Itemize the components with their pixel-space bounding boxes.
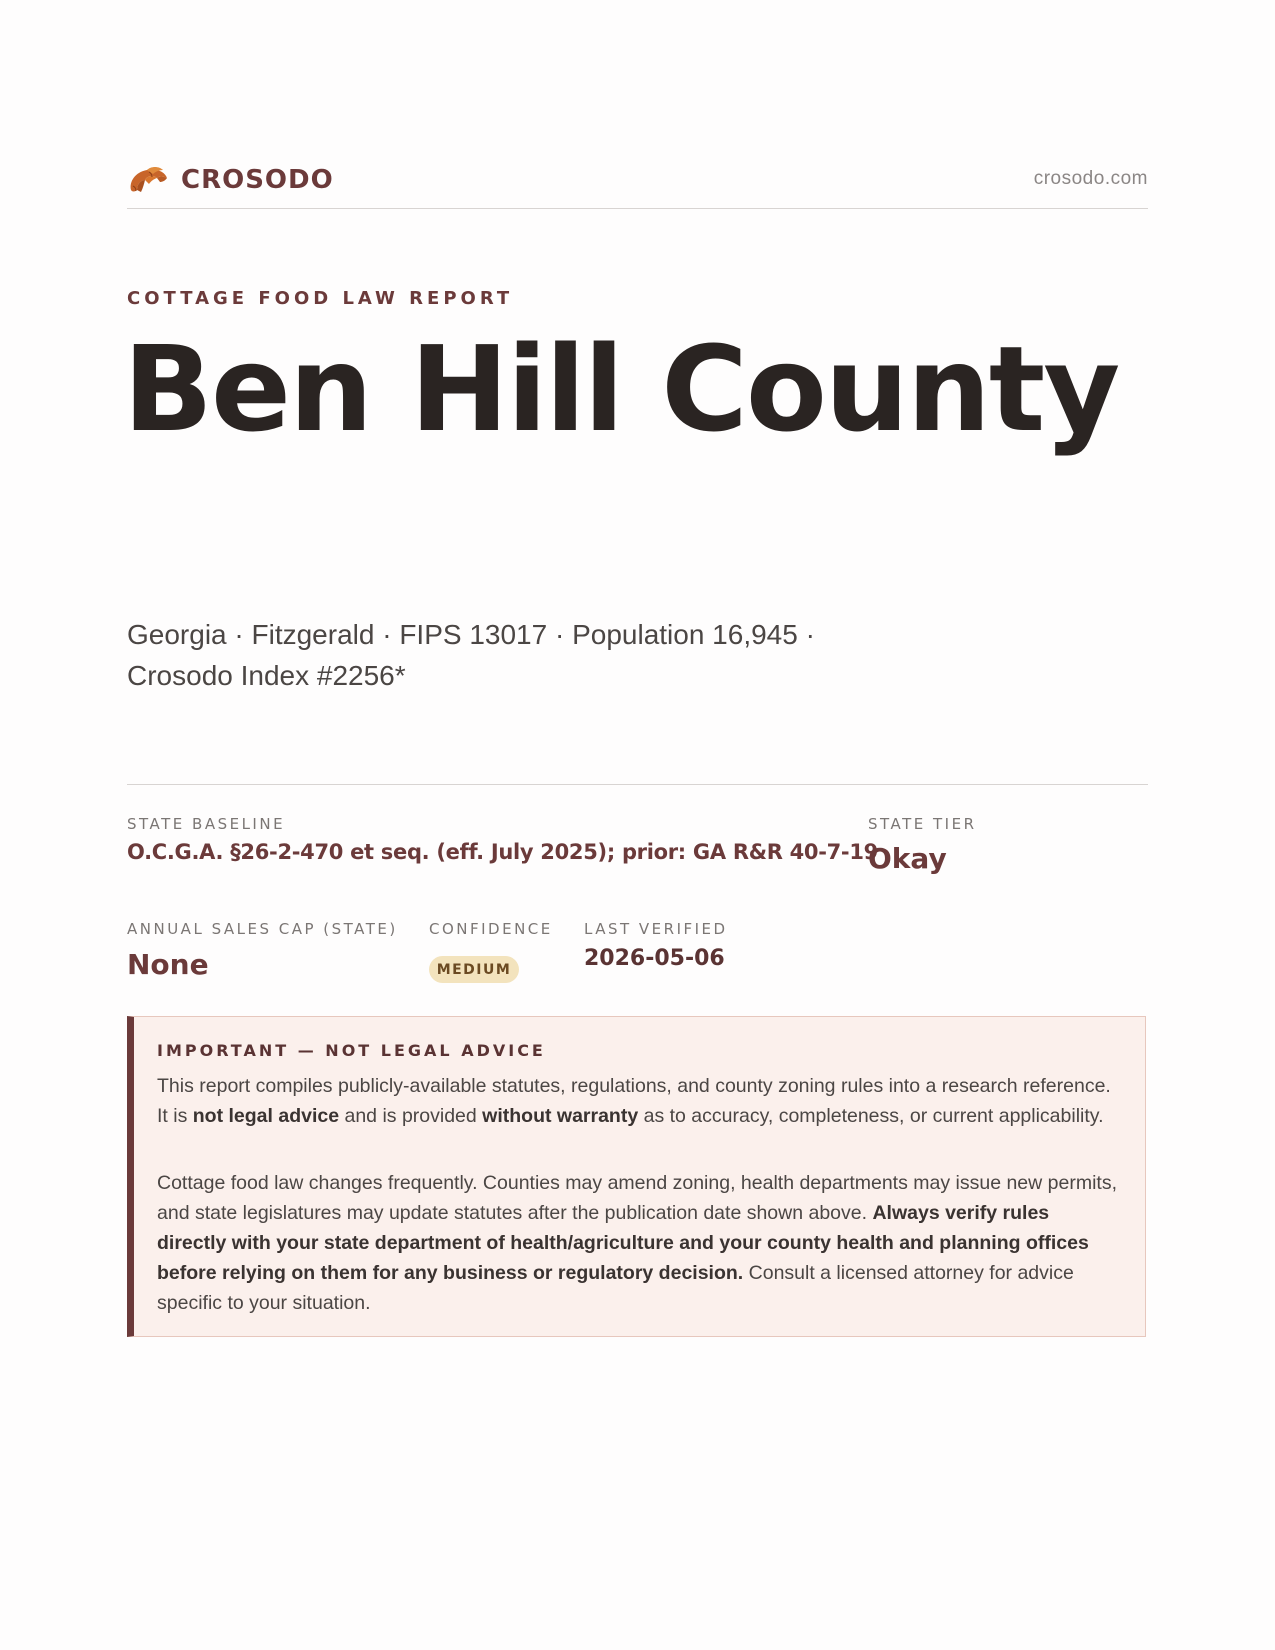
county-meta [127,614,887,696]
sales-cap-label: ANNUAL SALES CAP (STATE) [127,920,398,938]
disclaimer-paragraph-1: This report compiles publicly-available statutes, regulations, and county zoning rules into a research reference. It is not legal advice and is provided without warranty as to accuracy, completeness, or current applicability. [157,1075,1111,1127]
brand[interactable] [127,160,334,200]
confidence-label: CONFIDENCE [429,920,553,938]
page-header [127,158,1148,208]
state-baseline-value: O.C.G.A. §26-2-470 et seq. (eff. July 2025); prior: GA R&R 40-7-19 [127,840,878,864]
croissant-icon [127,160,169,200]
confidence-badge: MEDIUM [429,956,519,983]
state-baseline-label: STATE BASELINE [127,815,286,833]
disclaimer-paragraph-2: Cottage food law changes frequently. Counties may amend zoning, health departments may issue new permits, and state legislatures may update statutes after the publication date shown above. Always verify rules directly with your state department of health/agriculture and your county health and planning offices before relying on them for any business or regulatory decision. Consult a licensed attorney for advice specific to your situation. [157,1172,1117,1314]
site-url-link[interactable]: crosodo.com [1033,168,1148,189]
county-meta-line-2: Crosodo Index #2256* [127,660,406,691]
county-meta-line-1: Georgia · Fitzgerald · FIPS 13017 · Population 16,945 · [127,619,815,650]
last-verified-label: LAST VERIFIED [584,920,728,938]
last-verified-value: 2026-05-06 [584,946,725,971]
page-title: Ben Hill County [123,320,1119,458]
sales-cap-value: None [127,948,209,981]
brand-name: CROSODO [181,165,334,195]
state-tier-label: STATE TIER [868,815,977,833]
report-eyebrow: COTTAGE FOOD LAW REPORT [127,288,514,309]
report-page [123,0,1148,1650]
state-tier-value: Okay [868,842,947,875]
section-divider [127,784,1148,785]
legal-disclaimer [127,1016,1146,1337]
header-divider [127,208,1148,209]
disclaimer-title: IMPORTANT — NOT LEGAL ADVICE [157,1041,546,1060]
